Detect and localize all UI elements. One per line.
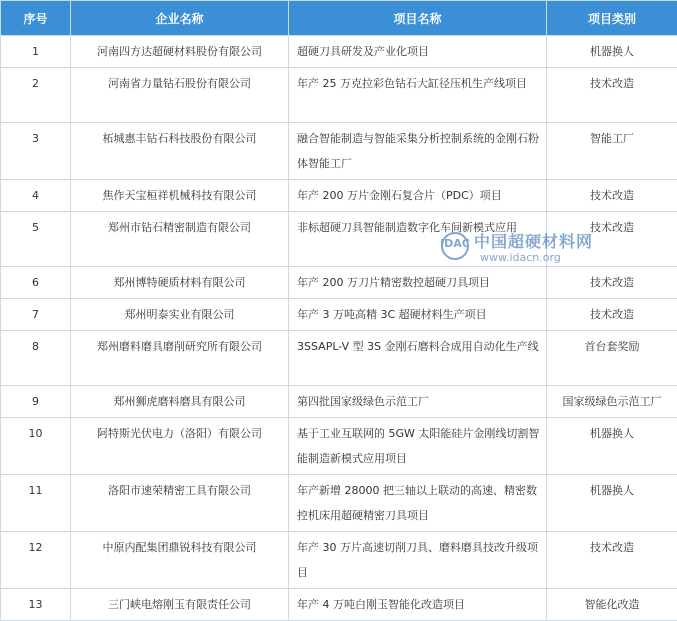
row-num: 10: [1, 418, 71, 475]
watermark-url: www.idacn.org: [480, 251, 561, 264]
row-company: 郑州市钻石精密制造有限公司: [71, 212, 289, 267]
row-project: 基于工业互联网的 5GW 太阳能硅片金刚线切割智能制造新模式应用项目: [289, 418, 547, 475]
row-num: 7: [1, 299, 71, 331]
row-num: 13: [1, 589, 71, 621]
row-company: 河南四方达超硬材料股份有限公司: [71, 36, 289, 68]
row-project: 非标超硬刀具智能制造数字化车间新模式应用: [289, 212, 547, 267]
table-row: [1, 212, 677, 267]
row-project: 年产 30 万片高速切削刀具、磨料磨具技改升级项目: [289, 532, 547, 589]
row-project: 年产 200 万片金刚石复合片（PDC）项目: [289, 180, 547, 212]
row-project: 年产 4 万吨白刚玉智能化改造项目: [289, 589, 547, 621]
row-company: 郑州明泰实业有限公司: [71, 299, 289, 331]
row-project: 融合智能制造与智能采集分析控制系统的金刚石粉体智能工厂: [289, 123, 547, 180]
row-company: 三门峡电熔刚玉有限责任公司: [71, 589, 289, 621]
table-row: [1, 123, 677, 180]
header-num: 序号: [1, 1, 71, 36]
row-category: 智能化改造: [547, 589, 677, 621]
row-num: 5: [1, 212, 71, 267]
row-company: 河南省力量钻石股份有限公司: [71, 68, 289, 123]
watermark-logo-text: IDAC: [440, 237, 470, 250]
header-company: 企业名称: [71, 1, 289, 36]
row-num: 8: [1, 331, 71, 386]
row-company: 阿特斯光伏电力（洛阳）有限公司: [71, 418, 289, 475]
row-company: 郑州磨料磨具磨削研究所有限公司: [71, 331, 289, 386]
row-company: 郑州博特硬质材料有限公司: [71, 267, 289, 299]
row-num: 4: [1, 180, 71, 212]
table-row: [1, 68, 677, 123]
header-category: 项目类别: [547, 1, 677, 36]
row-category: 技术改造: [547, 68, 677, 123]
table-row: [1, 267, 677, 299]
table-row: [1, 589, 677, 621]
row-category: 智能工厂: [547, 123, 677, 180]
table-row: [1, 532, 677, 589]
row-project: 超硬刀具研发及产业化项目: [289, 36, 547, 68]
row-num: 9: [1, 386, 71, 418]
row-project: 年产 3 万吨高精 3C 超硬材料生产项目: [289, 299, 547, 331]
header-project: 项目名称: [289, 1, 547, 36]
row-category: 技术改造: [547, 180, 677, 212]
table-row: [1, 475, 677, 532]
table-header-row: [1, 1, 677, 36]
row-category: 技术改造: [547, 212, 677, 267]
row-category: 机器换人: [547, 418, 677, 475]
row-company: 柘城惠丰钻石科技股份有限公司: [71, 123, 289, 180]
table-row: [1, 36, 677, 68]
row-num: 6: [1, 267, 71, 299]
row-num: 2: [1, 68, 71, 123]
row-category: 机器换人: [547, 475, 677, 532]
row-project: 第四批国家级绿色示范工厂: [289, 386, 547, 418]
row-company: 洛阳市速荣精密工具有限公司: [71, 475, 289, 532]
row-company: 中原内配集团鼎锐科技有限公司: [71, 532, 289, 589]
row-num: 11: [1, 475, 71, 532]
row-category: 机器换人: [547, 36, 677, 68]
watermark-site-name: 中国超硬材料网: [474, 229, 593, 252]
row-category: 技术改造: [547, 267, 677, 299]
table-row: [1, 418, 677, 475]
row-category: 国家级绿色示范工厂: [547, 386, 677, 418]
row-project: 年产 25 万克拉彩色钻石大缸径压机生产线项目: [289, 68, 547, 123]
row-num: 12: [1, 532, 71, 589]
row-company: 郑州狮虎磨料磨具有限公司: [71, 386, 289, 418]
row-category: 技术改造: [547, 532, 677, 589]
row-company: 焦作天宝桓祥机械科技有限公司: [71, 180, 289, 212]
row-project: 年产 200 万刀片精密数控超硬刀具项目: [289, 267, 547, 299]
row-num: 1: [1, 36, 71, 68]
row-project: 3SSAPL-V 型 3S 金刚石磨料合成用自动化生产线: [289, 331, 547, 386]
table-row: [1, 331, 677, 386]
row-num: 3: [1, 123, 71, 180]
row-category: 首台套奖励: [547, 331, 677, 386]
table-row: [1, 299, 677, 331]
table-row: [1, 386, 677, 418]
table-row: [1, 180, 677, 212]
row-project: 年产新增 28000 把三轴以上联动的高速、精密数控机床用超硬精密刀具项目: [289, 475, 547, 532]
row-category: 技术改造: [547, 299, 677, 331]
